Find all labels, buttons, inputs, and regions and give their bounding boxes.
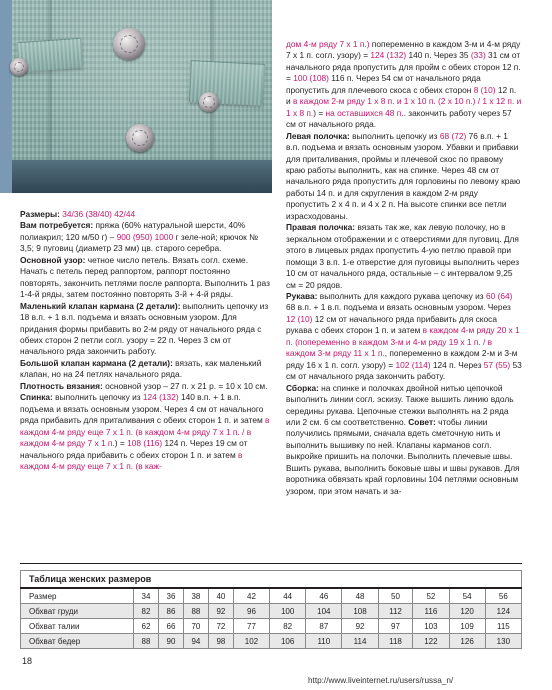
table-cell: 96 <box>233 604 269 619</box>
size-table-header <box>21 571 522 589</box>
table-cell: 86 <box>158 604 183 619</box>
embroidered-line <box>48 0 52 160</box>
back-continued-paragraph: дом 4-м ряду 7 x 1 п.) попеременно в каждом 3-м и 4-м ряду 7 x 1 п. согл. узору) = 124 (132) 140 п. Через 35 (33) 31 см от начального ряда пропустить для пройм с обеих сторон 12 п. = 100 (108) 116 п. Через 54 см от начального ряда пропустить для плечевого скоса с обеих сторон 8 (10) 12 п. и в каждом 2-м ряду 1 x 8 п. и 1 x 10 п. (2 x 10 п.) / 1 x 12 п. и 1 x 8 п.) = на оставшихся 48 п.. закончить работу через 57 см от начального ряда. <box>286 39 522 130</box>
row-label: Размер <box>21 588 134 604</box>
materials-paragraph: Вам потребуется: пряжа (60% натуральной шерсти, 40% полиакрил; 120 м/50 г) – 900 (950) 1000 г зеле-ной; крючок № 3,5; 9 пуговиц (диаметр 23 мм) цв. старого серебра. <box>20 220 259 254</box>
right-text-column <box>286 39 522 497</box>
button-icon <box>199 92 219 112</box>
table-cell: 110 <box>306 634 342 649</box>
sleeves-paragraph: Рукава: выполнить для каждого рукава цепочку из 60 (64) 68 в.п. + 1 в.п. подъема и вязать основным узором. Через 12 (10) 12 см от начального ряда прибавить для скоса рукава с обеих сторон 1 п. и затем в каждом 4-м ряду 20 x 1 п. (попеременно в каждом 3-м и 4-м ряду 19 x 1 п. / в каждом 3-м ряду 11 x 1 п., попеременно в каждом 2-м и 3-м ряду 16 x 1 п. согл. узору) = 102 (114) 124 п. Через 57 (55) 53 см от начального ряда закончить работу. <box>286 290 522 382</box>
table-cell: 126 <box>449 634 485 649</box>
left-text-column <box>20 209 271 472</box>
table-cell: 92 <box>208 604 233 619</box>
table-row <box>21 588 522 604</box>
table-row <box>21 619 522 634</box>
basic-pattern-paragraph: Основной узор: четное число петель. Вязать согл. схеме. Начать с петель перед раппортом, раппорт постоянно повторять, закончить петлями после раппорта. Выполнить 1 раз 1-4-й ряды, затем постоянно повторять 3-й + 4-й ряды. <box>20 254 270 300</box>
table-cell: 106 <box>270 634 306 649</box>
footer-url: http://www.liveinternet.ru/users/russa_n/ <box>308 676 454 685</box>
row-label: Обхват бедер <box>21 634 134 649</box>
button-icon <box>10 58 28 76</box>
table-cell: 94 <box>183 634 208 649</box>
table-cell: 103 <box>413 619 449 634</box>
table-cell: 56 <box>485 588 521 604</box>
page-number: 18 <box>22 656 33 666</box>
table-cell: 114 <box>342 634 378 649</box>
table-cell: 70 <box>183 619 208 634</box>
table-cell: 102 <box>233 634 269 649</box>
table-cell: 88 <box>134 634 159 649</box>
photo-edge-band <box>0 0 12 193</box>
small-flap-paragraph: Маленький клапан кармана (2 детали): выполнить цепочку из 18 в.п. + 1 в.п. подъема и вязать основным узором. Для придания формы прибавить во 2-м ряду от начального ряда с обеих сторон 2 петли согл. узору = 22 п. Через 3 см от начального ряда закончить работу. <box>20 300 269 357</box>
table-cell: 82 <box>134 604 159 619</box>
table-cell: 40 <box>208 588 233 604</box>
table-row <box>21 634 522 649</box>
table-cell: 118 <box>378 634 413 649</box>
row-label: Обхват талии <box>21 619 134 634</box>
table-cell: 46 <box>306 588 342 604</box>
table-top-rule <box>20 563 522 564</box>
table-cell: 122 <box>413 634 449 649</box>
table-cell: 108 <box>342 604 378 619</box>
table-cell: 124 <box>485 604 521 619</box>
button-icon <box>126 124 154 152</box>
button-icon <box>113 28 145 60</box>
table-cell: 42 <box>233 588 269 604</box>
knitted-jacket-photo <box>0 0 272 193</box>
table-cell: 98 <box>208 634 233 649</box>
right-front-paragraph: Правая полочка: вязать так же, как левую полочку, но в зеркальном отображении и с отверстиями для пуговиц. Для этого в лицевых рядах пропустить 4-ую петлю правой при помощи 3 в.п. 1-е отверстие для пуговицы выполнить через 10 см от начального ряда, остальные – с интервалом 9,25 см = 20 рядов. <box>286 222 520 290</box>
table-cell: 50 <box>378 588 413 604</box>
table-cell: 38 <box>183 588 208 604</box>
row-label: Обхват груди <box>21 604 134 619</box>
table-cell: 130 <box>485 634 521 649</box>
table-cell: 54 <box>449 588 485 604</box>
table-cell: 100 <box>270 604 306 619</box>
table-row <box>21 604 522 619</box>
table-cell: 97 <box>378 619 413 634</box>
back-paragraph: Спинка: выполнить цепочку из 124 (132) 140 в.п. + 1 в.п. подъема и вязать основным узором. Через 4 см от начального ряда прибавить для приталивания с обеих сторон 1 п. и затем в каждом 4-м ряду еще 7 x 1 п. (в каждом 4-м ряду 7 x 1 п. / в каждом 4-м ряду 7 x 1 п.) = 108 (116) 124 п. Через 19 см от начального ряда прибавить с обеих сторон 1 п. и затем в каждом 4-м ряду еще 7 x 1 п. (в каж- <box>20 392 270 471</box>
gauge-paragraph: Плотность вязания: основной узор – 27 п. x 21 р. = 10 x 10 см. <box>20 380 268 391</box>
table-cell: 109 <box>449 619 485 634</box>
table-cell: 104 <box>306 604 342 619</box>
table-cell: 88 <box>183 604 208 619</box>
table-cell: 120 <box>449 604 485 619</box>
table-cell: 90 <box>158 634 183 649</box>
table-cell: 72 <box>208 619 233 634</box>
sizes-paragraph: Размеры: 34/36 (38/40) 42/44 <box>20 209 136 219</box>
table-cell: 48 <box>342 588 378 604</box>
table-cell: 36 <box>158 588 183 604</box>
table-cell: 112 <box>378 604 413 619</box>
table-cell: 87 <box>306 619 342 634</box>
left-front-paragraph: Левая полочка: выполнить цепочку из 68 (72) 76 в.п. + 1 в.п. подъема и вязать основным узором. Убавки и прибавки для приталивания, проймы и плечевой скос по правому краю работы выполнить, как на спинке. Через 48 см от начального ряда пропустить для горловины по левому краю работы 14 п. и для скругления в каждом 2-м ряду пропустить 2 x 4 п. и 4 x 2 п. На высоте спинки все петли израсходованы. <box>286 130 521 221</box>
size-table-title: Таблица женских размеров <box>21 571 522 589</box>
assembly-paragraph: Сборка: на спинке и полочках двойной нитью цепочкой выполнить линии согл. эскизу. Также вышить линию вдоль середины рукава. Цепочные стежки выполнять на 2 ряда или 2 см. 6 см соответственно. Совет: чтобы линии получились прямыми, сначала вдеть сметочную нить и выполнить вышивку по ней. Клапаны карманов согл. выкройке пришить на полочки. Выполнить плечевые швы. Вшить рукава, выполнить боковые швы и швы рукавов. Для воротника обвязать край горловины 104 петлями основным узором, при этом начать и за- <box>286 382 520 496</box>
table-cell: 116 <box>413 604 449 619</box>
table-cell: 82 <box>270 619 306 634</box>
table-cell: 92 <box>342 619 378 634</box>
table-cell: 115 <box>485 619 521 634</box>
table-cell: 66 <box>158 619 183 634</box>
table-cell: 44 <box>270 588 306 604</box>
size-table <box>20 570 522 649</box>
table-cell: 62 <box>134 619 159 634</box>
big-flap-paragraph: Большой клапан кармана (2 детали): вязать, как маленький клапан, но на 24 петлях начального ряда. <box>20 357 262 380</box>
table-cell: 52 <box>413 588 449 604</box>
photo-bottom-shadow <box>12 160 272 193</box>
table-cell: 34 <box>134 588 159 604</box>
table-cell: 77 <box>233 619 269 634</box>
